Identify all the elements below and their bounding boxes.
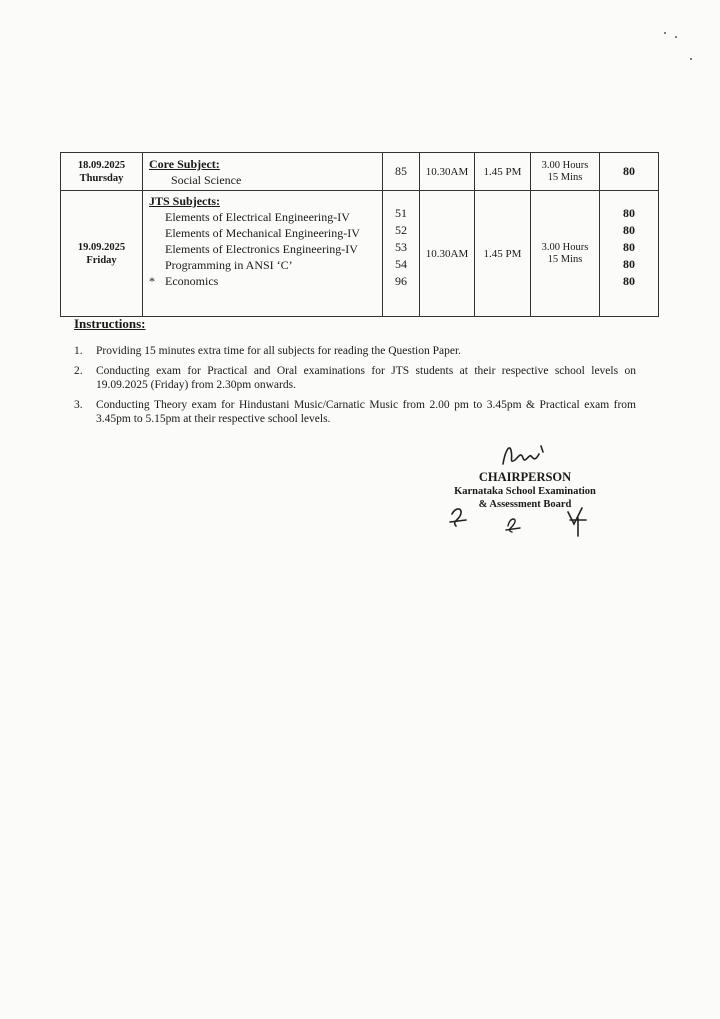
subject-code: 54 xyxy=(395,257,407,271)
max-marks-list xyxy=(600,191,659,317)
instruction-item xyxy=(74,344,636,358)
subject-name: Elements of Mechanical Engineering-IV xyxy=(165,226,360,240)
exam-day: Friday xyxy=(86,254,117,266)
duration-mins: 15 Mins xyxy=(547,253,583,265)
subject-code: 53 xyxy=(395,240,407,254)
table-row xyxy=(61,191,659,317)
date-cell xyxy=(61,191,143,317)
table-row xyxy=(61,153,659,191)
subject-name: Social Science xyxy=(171,172,242,187)
subject-codes xyxy=(383,191,420,317)
max-marks: 80 xyxy=(600,153,659,191)
exam-date: 19.09.2025 xyxy=(77,241,126,253)
scan-speck xyxy=(690,58,692,60)
duration-cell xyxy=(531,191,600,317)
subject-code: 85 xyxy=(383,153,420,191)
duration-cell xyxy=(531,153,600,191)
start-time: 10.30AM xyxy=(420,153,475,191)
subject-name-starred xyxy=(149,273,382,289)
signatory-org: Karnataka School Examination xyxy=(454,486,596,497)
signatory-title: CHAIRPERSON xyxy=(478,470,572,484)
handwritten-initials xyxy=(446,500,596,540)
end-time: 1.45 PM xyxy=(475,153,531,191)
start-time: 10.30AM xyxy=(420,191,475,317)
scan-speck xyxy=(664,32,666,34)
exam-date: 18.09.2025 xyxy=(77,159,126,171)
subject-name: Elements of Electrical Engineering-IV xyxy=(165,210,350,224)
duration-hours: 3.00 Hours xyxy=(541,159,589,171)
subject-name: Economics xyxy=(165,274,219,288)
max-marks: 80 xyxy=(623,274,635,288)
subject-code: 51 xyxy=(395,206,407,220)
max-marks: 80 xyxy=(623,206,635,220)
instruction-text: Providing 15 minutes extra time for all subjects for reading the Question Paper. xyxy=(96,345,462,357)
subject-cell xyxy=(143,153,383,191)
handwritten-signature xyxy=(495,440,555,470)
instruction-item xyxy=(74,398,636,426)
duration-hours: 3.00 Hours xyxy=(541,241,589,253)
instruction-number: 3. xyxy=(74,399,83,411)
signatory-org: & Assessment Board xyxy=(478,499,572,510)
subject-cell xyxy=(143,191,383,317)
instructions-list xyxy=(74,344,636,432)
instruction-number: 1. xyxy=(74,345,83,357)
scan-speck xyxy=(675,36,677,38)
subject-code: 96 xyxy=(395,274,407,288)
exam-day: Thursday xyxy=(79,172,124,184)
subject-name: Programming in ANSI ‘C’ xyxy=(165,258,293,272)
max-marks: 80 xyxy=(623,240,635,254)
max-marks: 80 xyxy=(623,257,635,271)
subject-heading: Core Subject: xyxy=(149,156,220,171)
instruction-number: 2. xyxy=(74,365,83,377)
max-marks: 80 xyxy=(623,223,635,237)
subject-heading: JTS Subjects: xyxy=(149,194,221,208)
end-time: 1.45 PM xyxy=(475,191,531,317)
subject-code: 52 xyxy=(395,223,407,237)
instruction-text: Conducting Theory exam for Hindustani Music/Carnatic Music from 2.00 pm to 3.45pm & Practical exam from 3.45pm to 5.15pm at their respective school levels. xyxy=(96,399,636,425)
instructions-heading: Instructions: xyxy=(74,316,146,331)
subject-name: Elements of Electronics Engineering-IV xyxy=(165,242,358,256)
asterisk-mark: * xyxy=(149,274,155,288)
duration-mins: 15 Mins xyxy=(547,171,583,183)
instruction-item xyxy=(74,364,636,392)
date-cell xyxy=(61,153,143,191)
exam-timetable xyxy=(60,152,659,317)
instruction-text: Conducting exam for Practical and Oral examinations for JTS students at their respective school levels on 19.09.2025 (Friday) from 2.30pm onwards. xyxy=(96,365,636,391)
